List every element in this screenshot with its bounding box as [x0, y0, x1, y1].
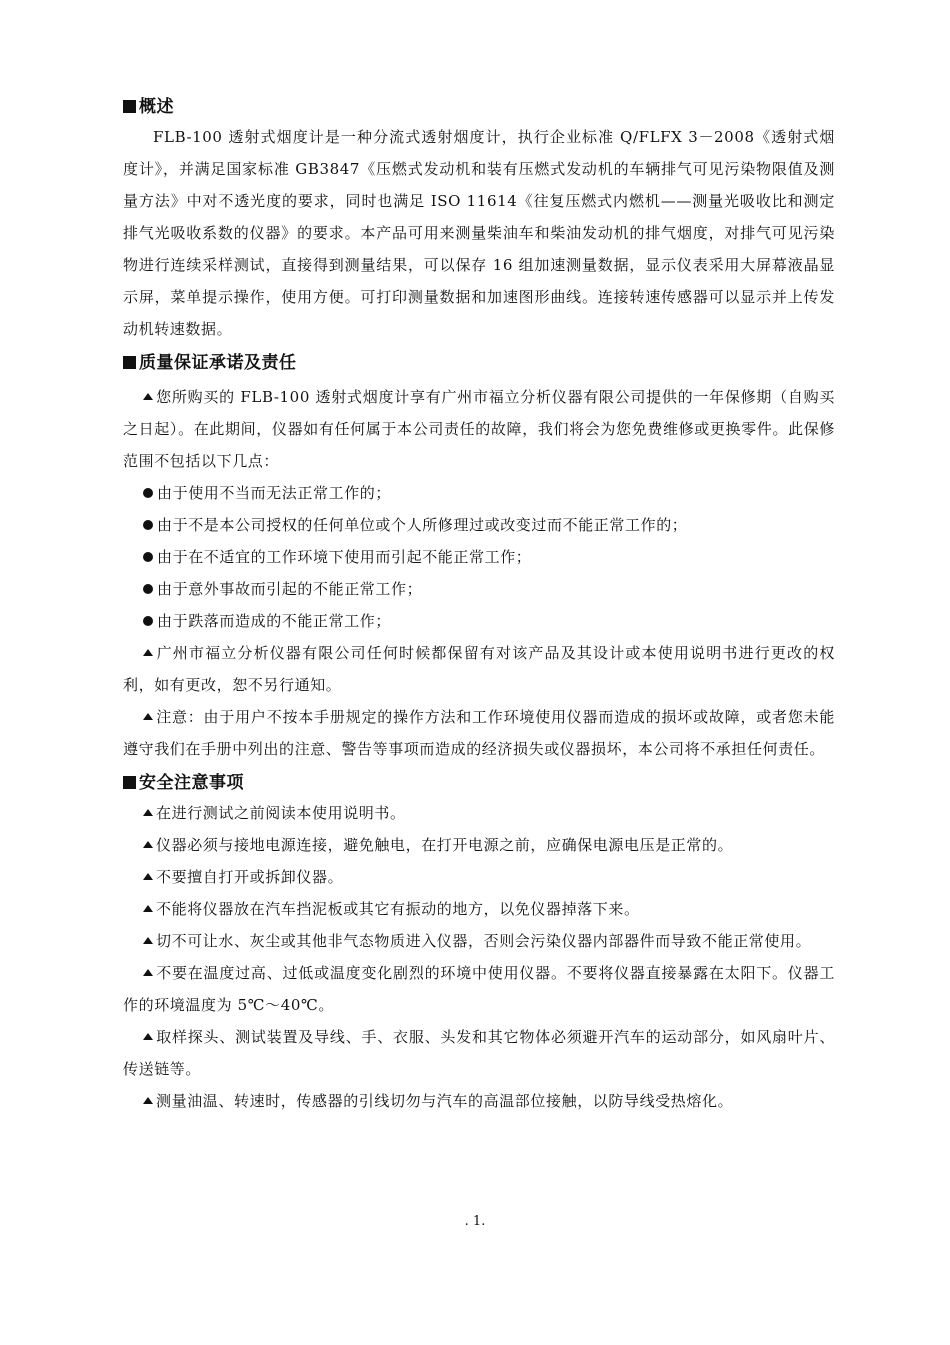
safety-item [123, 957, 835, 1021]
safety-item-text: 仪器必须与接地电源连接，避免触电，在打开电源之前，应确保电源电压是正常的。 [156, 836, 734, 854]
list-item [123, 541, 835, 573]
list-item-text: 由于意外事故而引起的不能正常工作； [157, 580, 423, 598]
safety-item [123, 861, 835, 893]
black-triangle-icon [143, 649, 153, 656]
black-triangle-icon [143, 969, 153, 976]
safety-item [123, 797, 835, 829]
warranty-note [123, 637, 835, 701]
warranty-note [123, 701, 835, 765]
safety-item [123, 1085, 835, 1117]
safety-item [123, 925, 835, 957]
black-triangle-icon [143, 937, 153, 944]
black-triangle-icon [143, 841, 153, 848]
section-title: 质量保证承诺及责任 [139, 353, 297, 373]
safety-item-text: 不要擅自打开或拆卸仪器。 [156, 868, 344, 886]
black-circle-icon [143, 584, 153, 594]
black-triangle-icon [143, 809, 153, 816]
black-triangle-icon [143, 1033, 153, 1040]
black-triangle-icon [143, 1097, 153, 1104]
list-item [123, 477, 835, 509]
safety-item-text: 在进行测试之前阅读本使用说明书。 [156, 804, 406, 822]
section-heading-overview [123, 93, 835, 121]
warranty-intro [123, 381, 835, 477]
black-triangle-icon [143, 873, 153, 880]
section-title: 安全注意事项 [139, 773, 244, 793]
list-item [123, 509, 835, 541]
warranty-intro-text: 您所购买的 FLB-100 透射式烟度计享有广州市福立分析仪器有限公司提供的一年保修期（自购买之日起）。在此期间，仪器如有任何属于本公司责任的故障，我们将会为您免费维修或更换零件。此保修范围不包括以下几点： [123, 388, 835, 470]
warranty-note-text: 广州市福立分析仪器有限公司任何时候都保留有对该产品及其设计或本使用说明书进行更改的权利，如有更改，恕不另行通知。 [123, 644, 835, 694]
black-square-icon [123, 776, 136, 789]
list-item-text: 由于不是本公司授权的任何单位或个人所修理过或改变过而不能正常工作的； [157, 516, 688, 534]
list-item-text: 由于使用不当而无法正常工作的； [157, 484, 392, 502]
safety-item-text: 不要在温度过高、过低或温度变化剧烈的环境中使用仪器。不要将仪器直接暴露在太阳下。仪器工作的环境温度为 5℃～40℃。 [123, 964, 835, 1014]
black-square-icon [123, 100, 136, 113]
black-circle-icon [143, 552, 153, 562]
black-triangle-icon [143, 713, 153, 720]
document-page [123, 93, 835, 1117]
safety-item [123, 1021, 835, 1085]
safety-item-text: 取样探头、测试装置及导线、手、衣服、头发和其它物体必须避开汽车的运动部分，如风扇叶片、传送链等。 [123, 1028, 835, 1078]
page-number: . 1. [464, 1214, 486, 1229]
safety-item [123, 893, 835, 925]
black-triangle-icon [143, 393, 153, 400]
black-triangle-icon [143, 905, 153, 912]
list-item-text: 由于跌落而造成的不能正常工作； [157, 612, 392, 630]
safety-item [123, 829, 835, 861]
list-item [123, 605, 835, 637]
black-square-icon [123, 356, 136, 369]
list-item [123, 573, 835, 605]
safety-item-text: 测量油温、转速时，传感器的引线切勿与汽车的高温部位接触，以防导线受热熔化。 [156, 1092, 734, 1110]
warranty-note-text: 注意：由于用户不按本手册规定的操作方法和工作环境使用仪器而造成的损坏或故障，或者您未能遵守我们在手册中列出的注意、警告等事项而造成的经济损失或仪器损坏，本公司将不承担任何责任。 [123, 708, 835, 758]
safety-item-text: 切不可让水、灰尘或其他非气态物质进入仪器，否则会污染仪器内部器件而导致不能正常使用。 [156, 932, 812, 950]
section-heading-warranty [123, 349, 835, 377]
section-title: 概述 [139, 97, 174, 117]
list-item-text: 由于在不适宜的工作环境下使用而引起不能正常工作； [157, 548, 532, 566]
safety-item-text: 不能将仪器放在汽车挡泥板或其它有振动的地方，以免仪器掉落下来。 [156, 900, 640, 918]
black-circle-icon [143, 520, 153, 530]
overview-paragraph: FLB-100 透射式烟度计是一种分流式透射烟度计，执行企业标准 Q/FLFX 3－2008《透射式烟度计》，并满足国家标准 GB3847《压燃式发动机和装有压燃式发动机的车辆排气可见污染物限值及测量方法》中对不透光度的要求，同时也满足 ISO 11614《往复压燃式内燃机——测量光吸收比和测定排气光吸收系数的仪器》的要求。本产品可用来测量柴油车和柴油发动机的排气烟度，对排气可见污染物进行连续采样测试，直接得到测量结果，可以保存 16 组加速测量数据，显示仪表采用大屏幕液晶显示屏，菜单提示操作，使用方便。可打印测量数据和加速图形曲线。连接转速传感器可以显示并上传发动机转速数据。 [123, 128, 835, 338]
black-circle-icon [143, 488, 153, 498]
section-heading-safety [123, 769, 835, 797]
black-circle-icon [143, 616, 153, 626]
